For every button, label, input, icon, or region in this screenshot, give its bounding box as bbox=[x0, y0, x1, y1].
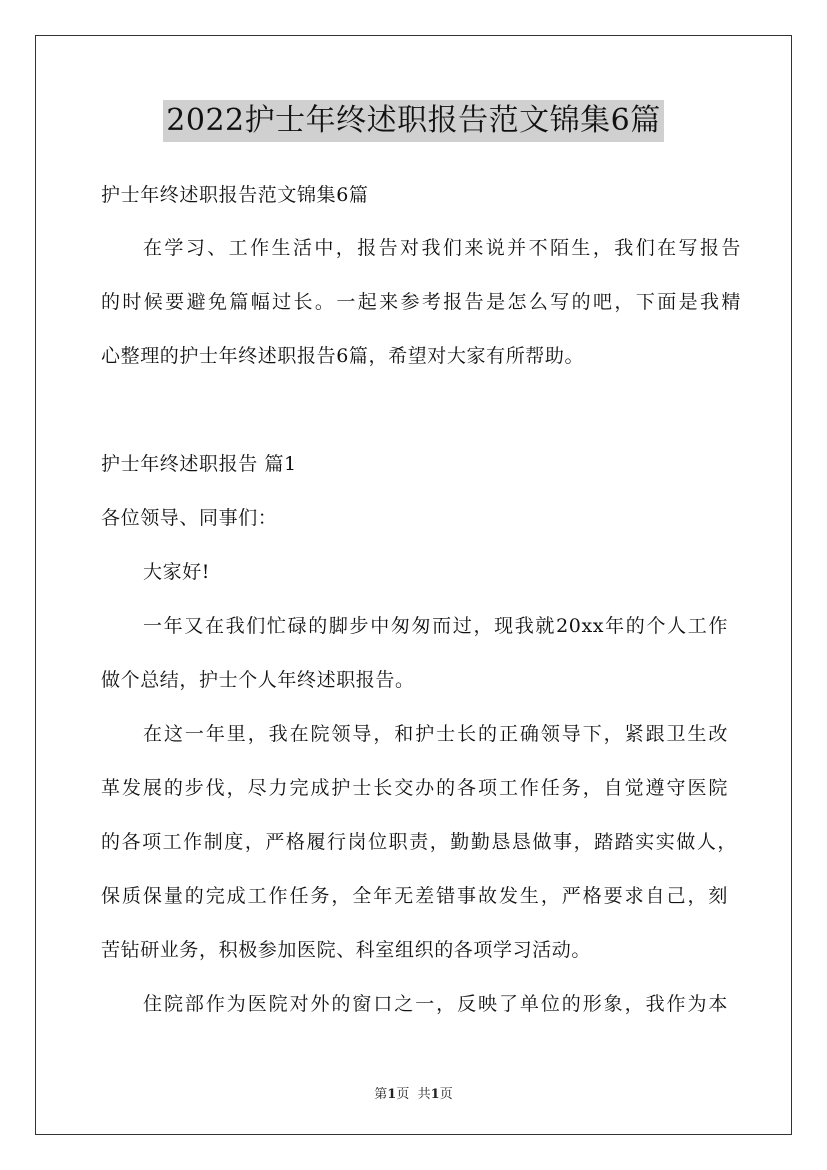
intro-paragraph-line-3: 心整理的护士年终述职报告6篇，希望对大家有所帮助。 bbox=[101, 345, 585, 367]
footer-page-number: 1 bbox=[387, 1087, 397, 1102]
salutation: 各位领导、同事们： bbox=[101, 507, 278, 529]
greeting: 大家好! bbox=[143, 561, 211, 583]
footer-total-prefix: 共 bbox=[417, 1087, 431, 1102]
footer-total-number: 1 bbox=[430, 1087, 440, 1102]
section-heading: 护士年终述职报告 篇1 bbox=[101, 453, 297, 475]
footer-total-suffix: 页 bbox=[439, 1087, 453, 1102]
footer-page-prefix: 第 bbox=[374, 1087, 388, 1102]
body-paragraph-2-line-4: 保质保量的完成工作任务，全年无差错事故发生，严格要求自己，刻 bbox=[101, 885, 728, 907]
footer-page-suffix: 页 bbox=[396, 1087, 410, 1102]
document-title: 2022护士年终述职报告范文锦集6篇 bbox=[163, 100, 663, 142]
subtitle-line: 护士年终述职报告范文锦集6篇 bbox=[101, 184, 369, 206]
document-title-wrapper bbox=[0, 100, 827, 142]
body-paragraph-2-line-2: 革发展的步伐，尽力完成护士长交办的各项工作任务，自觉遵守医院 bbox=[101, 777, 728, 799]
intro-paragraph-line-1: 在学习、工作生活中，报告对我们来说并不陌生，我们在写报告 bbox=[143, 237, 741, 259]
body-paragraph-2-line-1: 在这一年里，我在院领导，和护士长的正确领导下，紧跟卫生改 bbox=[143, 723, 728, 745]
page-footer bbox=[0, 1083, 827, 1102]
body-paragraph-2-line-5: 苦钻研业务，积极参加医院、科室组织的各项学习活动。 bbox=[101, 939, 592, 961]
body-paragraph-3-line-1: 住院部作为医院对外的窗口之一，反映了单位的形象，我作为本 bbox=[143, 993, 728, 1015]
intro-paragraph-line-2: 的时候要避免篇幅过长。一起来参考报告是怎么写的吧，下面是我精 bbox=[101, 291, 741, 313]
body-paragraph-1-line-2: 做个总结，护士个人年终述职报告。 bbox=[101, 669, 415, 691]
body-paragraph-1-line-1: 一年又在我们忙碌的脚步中匆匆而过，现我就20xx年的个人工作 bbox=[143, 615, 728, 637]
body-paragraph-2-line-3: 的各项工作制度，严格履行岗位职责，勤勤恳恳做事，踏踏实实做人， bbox=[101, 831, 737, 853]
